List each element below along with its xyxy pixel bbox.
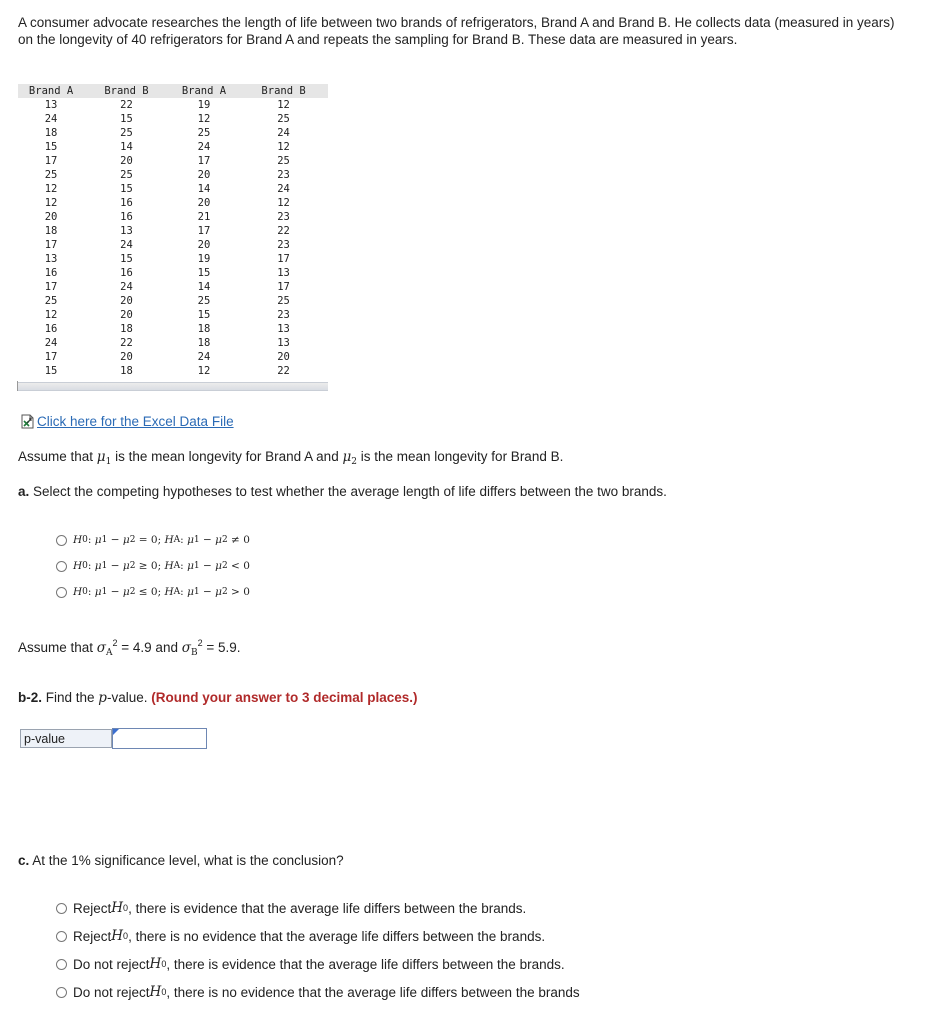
table-cell: 18 <box>120 323 133 335</box>
longevity-data-table <box>18 84 328 378</box>
table-cell: 20 <box>120 351 133 363</box>
table-header: Brand B <box>239 84 328 98</box>
radio-button[interactable] <box>56 903 67 914</box>
table-row <box>18 182 328 196</box>
table-cell: 15 <box>120 183 133 195</box>
table-cell: 15 <box>120 113 133 125</box>
table-row <box>18 154 328 168</box>
p-value-label: p-value <box>20 729 112 748</box>
table-cell: 24 <box>277 183 290 195</box>
table-cell: 18 <box>44 225 58 237</box>
radio-button[interactable] <box>56 587 67 598</box>
table-cell: 22 <box>277 365 290 377</box>
table-cell: 16 <box>44 267 58 279</box>
table-cell: 23 <box>277 239 290 251</box>
table-cell: 12 <box>277 99 290 111</box>
table-cell: 18 <box>197 337 211 349</box>
table-cell: 20 <box>197 197 211 209</box>
hypothesis-option[interactable]: H 0 : μ 1 − μ 2 ≥ 0 ; H A : μ 1 − μ 2 < 0 <box>56 560 250 572</box>
conclusion-option[interactable]: Reject H 0 , there is evidence that the average life differs between the brands. <box>56 900 526 916</box>
table-row <box>18 196 328 210</box>
table-cell: 24 <box>44 337 58 349</box>
table-cell: 24 <box>120 281 133 293</box>
table-cell: 20 <box>44 211 58 223</box>
part-c-question <box>18 853 344 868</box>
table-cell: 17 <box>44 239 58 251</box>
conclusion-option[interactable]: Reject H 0 , there is no evidence that the average life differs between the brands. <box>56 928 545 944</box>
table-row <box>18 280 328 294</box>
problem-intro: A consumer advocate researches the length of life between two brands of refrigerators, Brand A and Brand B. He collects data (measured in years) on the longevity of 40 refrigerators for Brand A and repeats the sampling for Brand B. These data are measured in years. <box>18 15 895 47</box>
radio-button[interactable] <box>56 987 67 998</box>
radio-button[interactable] <box>56 561 67 572</box>
part-b2-label: b-2. <box>18 690 43 705</box>
table-cell: 16 <box>120 267 133 279</box>
table-cell: 25 <box>277 155 290 167</box>
table-cell: 13 <box>277 323 290 335</box>
radio-button[interactable] <box>56 535 67 546</box>
table-cell: 18 <box>44 127 58 139</box>
table-cell: 15 <box>44 365 58 377</box>
table-cell: 17 <box>44 155 58 167</box>
table-header: Brand A <box>169 84 239 98</box>
table-cell: 16 <box>120 211 133 223</box>
rounding-note: (Round your answer to 3 decimal places.) <box>151 690 418 705</box>
table-cell: 14 <box>197 183 211 195</box>
table-cell: 12 <box>44 309 58 321</box>
part-a-label: a. <box>18 484 30 499</box>
table-cell: 12 <box>44 197 58 209</box>
table-cell: 22 <box>120 337 133 349</box>
mu2-symbol: $\mu_2$ <box>342 449 357 467</box>
table-cell: 16 <box>120 197 133 209</box>
table-cell: 20 <box>120 295 133 307</box>
assume-mu-text: Assume that <box>18 449 97 464</box>
table-row <box>18 322 328 336</box>
table-row <box>18 350 328 364</box>
table-cell: 25 <box>120 127 133 139</box>
table-cell: 15 <box>197 267 211 279</box>
input-flag-icon <box>113 729 119 735</box>
table-cell: 12 <box>197 365 211 377</box>
part-c-label: c. <box>18 853 30 868</box>
assume-sigma-statement: Assume that $\sigma_A^2 = 4.9$ and $\sigma_B^2 = 5.9$. <box>18 638 241 658</box>
table-cell: 20 <box>120 309 133 321</box>
table-cell: 17 <box>277 281 290 293</box>
part-b2-question: b-2. Find the p-value. (Round your answer to 3 decimal places.) <box>18 690 418 706</box>
table-cell: 12 <box>277 197 290 209</box>
radio-button[interactable] <box>56 959 67 970</box>
radio-button[interactable] <box>56 931 67 942</box>
table-cell: 13 <box>44 253 58 265</box>
table-cell: 20 <box>277 351 290 363</box>
mu1-symbol: $\mu_1$ <box>96 449 112 467</box>
p-value-answer-row <box>20 729 207 749</box>
table-cell: 19 <box>197 99 211 111</box>
excel-file-icon <box>20 414 35 429</box>
table-cell: 18 <box>197 323 211 335</box>
table-cell: 13 <box>277 337 290 349</box>
table-cell: 12 <box>197 113 211 125</box>
table-cell: 23 <box>277 309 290 321</box>
table-row <box>18 210 328 224</box>
table-cell: 14 <box>197 281 211 293</box>
table-cell: 24 <box>197 141 211 153</box>
table-row <box>18 336 328 350</box>
table-cell: 15 <box>44 141 58 153</box>
table-cell: 20 <box>197 239 211 251</box>
part-a-text: Select the competing hypotheses to test whether the average length of life differs between the two brands. <box>29 484 667 499</box>
table-header: Brand B <box>84 84 169 98</box>
table-cell: 21 <box>197 211 211 223</box>
p-value-input[interactable] <box>113 729 206 748</box>
table-cell: 13 <box>120 225 133 237</box>
table-cell: 20 <box>120 155 133 167</box>
table-row <box>18 252 328 266</box>
table-cell: 13 <box>44 99 58 111</box>
assume-mu-statement <box>18 449 563 467</box>
table-row <box>18 364 328 378</box>
table-row <box>18 98 328 112</box>
hypothesis-option[interactable]: H 0 : μ 1 − μ 2 = 0 ; H A : μ 1 − μ 2 ≠ 0 <box>56 534 250 546</box>
conclusion-option[interactable]: Do not reject H 0 , there is no evidence that the average life differs between the brands <box>56 984 580 1000</box>
table-cell: 17 <box>197 225 211 237</box>
table-cell: 15 <box>120 253 133 265</box>
table-cell: 25 <box>120 169 133 181</box>
table-cell: 25 <box>197 127 211 139</box>
table-cell: 24 <box>197 351 211 363</box>
table-row <box>18 224 328 238</box>
hypothesis-option[interactable]: H 0 : μ 1 − μ 2 ≤ 0 ; H A : μ 1 − μ 2 > 0 <box>56 586 250 598</box>
table-row <box>18 266 328 280</box>
table-row <box>18 112 328 126</box>
table-row <box>18 140 328 154</box>
table-row <box>18 294 328 308</box>
table-row <box>18 126 328 140</box>
table-cell: 25 <box>44 295 58 307</box>
table-cell: 13 <box>277 267 290 279</box>
table-cell: 15 <box>197 309 211 321</box>
excel-link-row[interactable] <box>20 414 234 429</box>
table-cell: 12 <box>44 183 58 195</box>
table-row <box>18 168 328 182</box>
part-c-text: At the 1% significance level, what is the conclusion? <box>29 853 344 868</box>
p-value-input-box[interactable] <box>112 728 207 749</box>
table-cell: 24 <box>277 127 290 139</box>
table-cell: 24 <box>44 113 58 125</box>
table-cell: 18 <box>120 365 133 377</box>
table-cell: 12 <box>277 141 290 153</box>
table-row <box>18 308 328 322</box>
table-cell: 19 <box>197 253 211 265</box>
excel-data-link[interactable]: Click here for the Excel Data File <box>37 414 234 429</box>
table-cell: 25 <box>197 295 211 307</box>
table-header-row <box>18 84 328 98</box>
table-cell: 25 <box>277 295 290 307</box>
table-row <box>18 238 328 252</box>
assume-mu-text: is the mean longevity for Brand B. <box>356 449 564 464</box>
table-cell: 17 <box>277 253 290 265</box>
table-cell: 22 <box>120 99 133 111</box>
table-cell: 25 <box>44 169 58 181</box>
table-header: Brand A <box>18 84 84 98</box>
table-cell: 17 <box>197 155 211 167</box>
table-cell: 16 <box>44 323 58 335</box>
table-cell: 24 <box>120 239 133 251</box>
conclusion-option[interactable]: Do not reject H 0 , there is evidence that the average life differs between the brands. <box>56 956 565 972</box>
table-body <box>18 98 328 378</box>
table-cell: 25 <box>277 113 290 125</box>
data-table-container <box>18 84 328 378</box>
table-cell: 23 <box>277 211 290 223</box>
assume-mu-text: is the mean longevity for Brand A and <box>111 449 343 464</box>
table-cell: 14 <box>120 141 133 153</box>
table-cell: 23 <box>277 169 290 181</box>
table-cell: 20 <box>197 169 211 181</box>
table-cell: 22 <box>277 225 290 237</box>
table-horizontal-scrollbar[interactable] <box>18 382 328 391</box>
table-cell: 17 <box>44 351 58 363</box>
part-a-question <box>18 484 667 499</box>
table-cell: 17 <box>44 281 58 293</box>
